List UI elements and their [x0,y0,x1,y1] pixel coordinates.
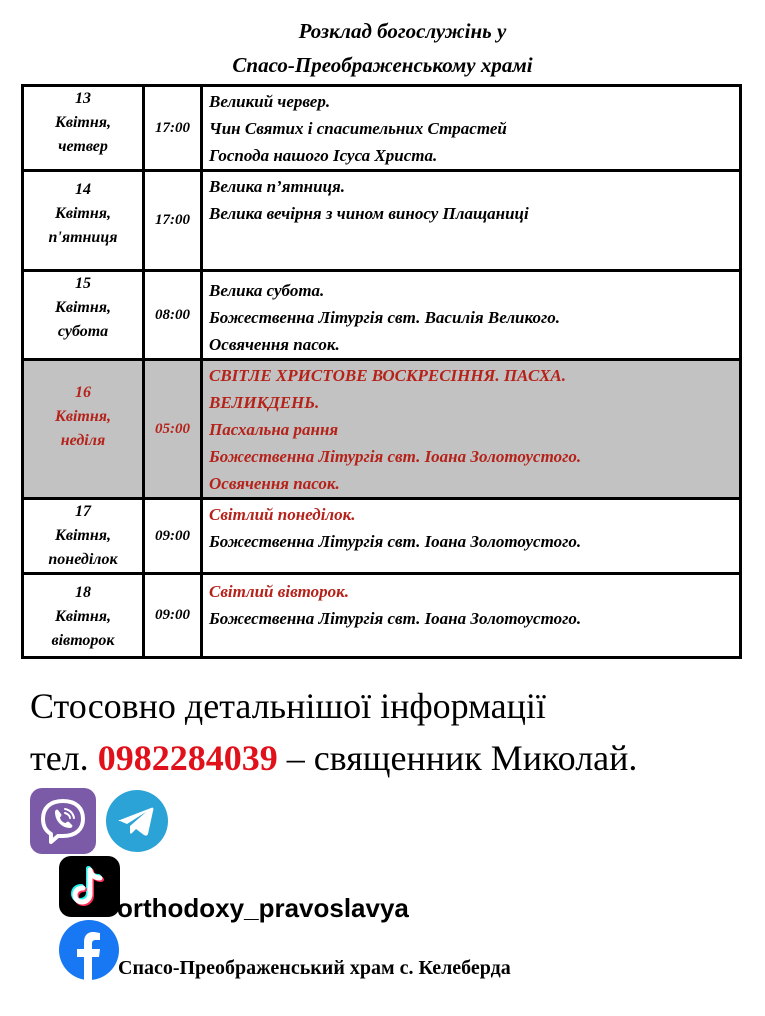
table-row [23,271,741,360]
date-weekday: субота [57,323,109,340]
tiktok-handle[interactable]: orthodoxy_pravoslavya [117,893,409,923]
service-line: Освячення пасок. [209,474,340,493]
service-line: ВЕЛИКДЕНЬ. [209,393,320,412]
service-description [202,574,741,658]
time-cell: 09:00 [144,499,202,574]
date-month: Квітня, [54,608,111,625]
date-weekday: понеділок [48,551,118,568]
service-line: Божественна Літургія свт. Іоана Золотоустого. [209,609,582,628]
date-weekday: вівторок [51,632,115,649]
viber-icon[interactable] [30,788,96,854]
date-cell [23,360,144,499]
service-line: Пасхальна рання [209,420,339,439]
table-row [23,171,741,271]
date-month: Квітня, [54,205,111,222]
service-line: СВІТЛЕ ХРИСТОВЕ ВОСКРЕСІННЯ. ПАСХА. [209,366,567,385]
date-cell [23,574,144,658]
contact-person: – священник Миколай. [286,738,638,778]
date-cell [23,86,144,171]
date-month: Квітня, [54,114,111,131]
time-cell: 08:00 [144,271,202,360]
service-line: Велика вечірня з чином виносу Плащаниці [209,204,529,223]
service-line: Божественна Літургія свт. Василія Великого. [209,308,560,327]
service-description [202,499,741,574]
service-line: Великий червер. [209,92,331,111]
schedule-table [21,84,742,659]
schedule-title-line1: Розклад богослужінь у [298,19,507,43]
time-cell: 17:00 [144,171,202,271]
service-line: Чин Святих і спасительних Страстей [209,119,507,138]
date-month: Квітня, [54,299,111,316]
contact-phone-line [30,737,637,779]
date-cell [23,171,144,271]
service-line: Божественна Літургія свт. Іоана Золотоустого. [209,532,582,551]
service-line: Господа нашого Ісуса Христа. [209,146,438,165]
time-cell: 05:00 [144,360,202,499]
date-month: Квітня, [54,527,111,544]
time-cell: 09:00 [144,574,202,658]
service-line: Велика субота. [209,281,325,300]
tiktok-icon[interactable] [59,856,120,917]
date-day: 18 [75,584,91,601]
date-month: Квітня, [54,408,111,425]
date-cell [23,499,144,574]
table-row [23,86,741,171]
tel-prefix: тел. [30,738,89,778]
facebook-page-name[interactable]: Спасо-Преображенський храм с. Келеберда [118,957,511,979]
contact-info-line: Стосовно детальнішої інформації [30,686,546,726]
date-weekday: четвер [58,138,108,155]
date-cell [23,271,144,360]
time-cell: 17:00 [144,86,202,171]
facebook-icon[interactable] [59,920,119,980]
date-day: 16 [75,384,91,401]
service-line: Освячення пасок. [209,335,340,354]
service-description [202,171,741,271]
service-description [202,86,741,171]
date-day: 17 [75,503,91,520]
schedule-title-line2: Спасо-Преображенському храмі [232,53,533,77]
service-description [202,271,741,360]
phone-number[interactable]: 0982284039 [97,738,278,778]
date-day: 13 [75,90,91,107]
table-row [23,574,741,658]
telegram-icon[interactable] [106,790,168,852]
table-row-highlighted [23,360,741,499]
service-line: Божественна Літургія свт. Іоана Золотоустого. [209,447,582,466]
service-line: Велика п’ятниця. [209,177,346,196]
date-day: 14 [75,181,91,198]
table-row [23,499,741,574]
service-line: Світлий понеділок. [209,505,356,524]
date-weekday: неділя [60,432,106,449]
date-day: 15 [75,275,91,292]
service-description [202,360,741,499]
date-weekday: п'ятниця [48,229,118,246]
service-line: Світлий вівторок. [209,582,350,601]
